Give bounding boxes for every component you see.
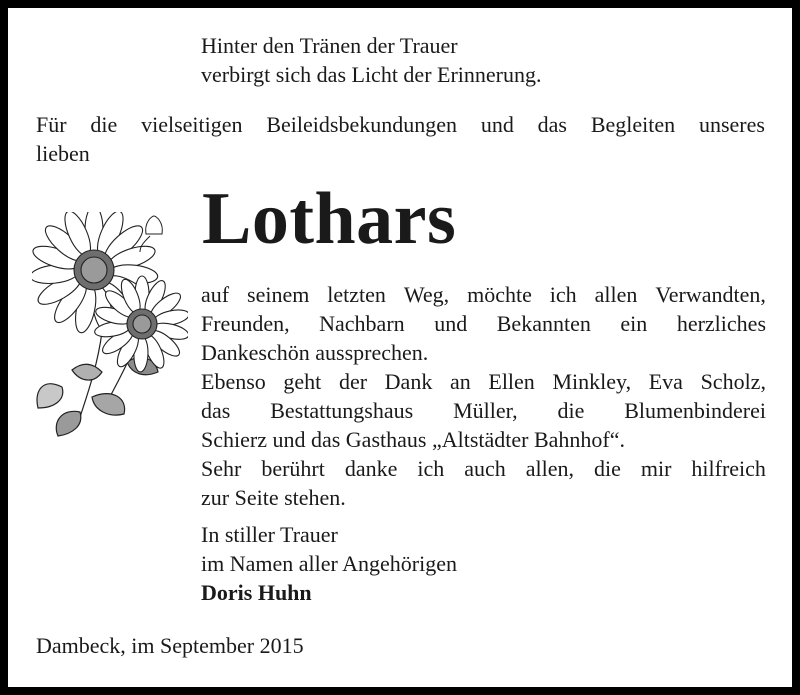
body-word: Ebenso — [201, 369, 266, 394]
intro-word: Beileidsbekundungen — [266, 112, 457, 137]
motto-line-1: Hinter den Tränen der Trauer — [201, 33, 458, 58]
intro-text — [36, 110, 765, 168]
body-word: auch — [464, 456, 506, 481]
intro-word: vielseitigen — [141, 112, 243, 137]
body-word: das — [201, 398, 231, 423]
body-word: ich — [549, 282, 577, 307]
body-word: danke — [344, 456, 398, 481]
body-word: an — [449, 369, 471, 394]
intro-word: Begleiten — [590, 112, 676, 137]
body-word: ich — [417, 456, 445, 481]
intro-word: das — [537, 112, 567, 137]
body-line: zur Seite stehen. — [201, 485, 346, 510]
body-word: herzliches — [676, 311, 766, 336]
body-text — [201, 280, 766, 512]
intro-word: die — [90, 112, 118, 137]
intro-word: Für — [36, 112, 67, 137]
intro-word: und — [480, 112, 514, 137]
body-word: und — [434, 311, 468, 336]
body-word: mir — [640, 456, 672, 481]
body-word: Bestattungshaus — [270, 398, 414, 423]
body-line — [201, 367, 766, 396]
body-line: Dankeschön aussprechen. — [201, 340, 429, 365]
body-line — [201, 454, 766, 483]
body-word: seinem — [247, 282, 310, 307]
body-word: Dank — [384, 369, 433, 394]
body-word: Müller, — [453, 398, 518, 423]
body-word: Verwandten, — [655, 282, 766, 307]
body-word: Weg, — [403, 282, 450, 307]
body-word: letzten — [327, 282, 386, 307]
motto — [201, 31, 542, 89]
body-word: der — [338, 369, 368, 394]
body-word: Bekannten — [496, 311, 591, 336]
body-line — [201, 309, 766, 338]
body-line — [201, 280, 766, 309]
body-line — [201, 396, 766, 425]
body-word: die — [593, 456, 621, 481]
sunflower-icon — [32, 212, 188, 440]
signer-name: Doris Huhn — [201, 580, 312, 605]
intro-line-1 — [36, 110, 765, 139]
body-word: berührt — [261, 456, 325, 481]
body-word: die — [557, 398, 585, 423]
closing — [201, 520, 457, 607]
closing-line-2: im Namen aller Angehörigen — [201, 551, 457, 576]
body-word: Minkley, — [552, 369, 632, 394]
body-word: Nachbarn — [319, 311, 405, 336]
body-word: Eva — [648, 369, 683, 394]
body-word: ein — [620, 311, 648, 336]
body-word: Scholz, — [700, 369, 766, 394]
body-word: Freunden, — [201, 311, 290, 336]
motto-line-2: verbirgt sich das Licht der Erinnerung. — [201, 62, 542, 87]
deceased-name: Lothars — [202, 178, 457, 260]
body-word: hilfreich — [691, 456, 766, 481]
closing-line-1: In stiller Trauer — [201, 522, 338, 547]
body-word: auf — [201, 282, 230, 307]
place-date: Dambeck, im September 2015 — [36, 633, 304, 658]
body-word: Ellen — [488, 369, 535, 394]
body-word: Sehr — [201, 456, 242, 481]
body-line: Schierz und das Gasthaus „Altstädter Bahnhof“. — [201, 427, 625, 452]
intro-word: unseres — [698, 112, 765, 137]
body-word: möchte — [467, 282, 532, 307]
intro-line-2: lieben — [36, 141, 90, 166]
body-word: Blumenbinderei — [624, 398, 766, 423]
body-word: geht — [283, 369, 322, 394]
body-word: allen, — [525, 456, 574, 481]
body-word: allen — [594, 282, 638, 307]
